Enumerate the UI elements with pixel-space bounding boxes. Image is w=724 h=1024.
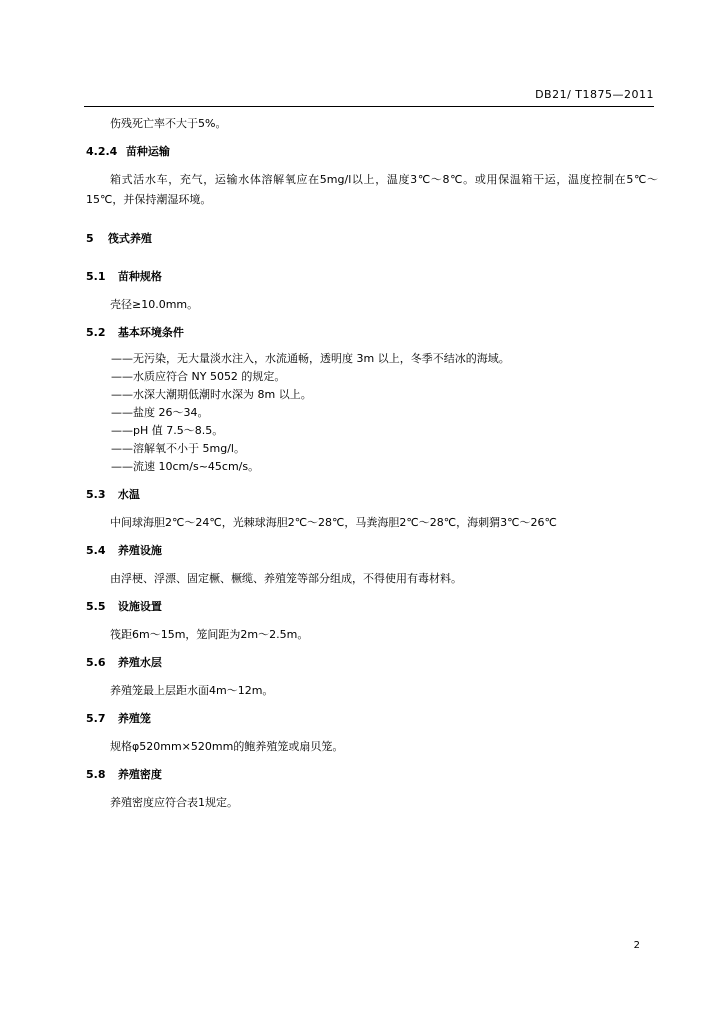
section-title: 苗种规格 (117, 270, 162, 283)
section-heading-5-4 (86, 542, 658, 560)
document-body (86, 115, 658, 812)
list-item: ——流速 10cm/s~45cm/s。 (111, 460, 260, 473)
section-number: 5.2 (86, 326, 106, 339)
list-item: ——无污染，无大量淡水注入，水流通畅，透明度 3m 以上，冬季不结冰的海域。 (111, 352, 510, 365)
section-number: 5.7 (86, 712, 106, 725)
section-heading-5-2 (86, 324, 658, 342)
section-number: 5.4 (86, 544, 106, 557)
section-heading-5-3 (86, 486, 658, 504)
section-title: 筏式养殖 (107, 232, 152, 245)
section-text-5-8: 养殖密度应符合表1规定。 (110, 796, 238, 809)
list-item: ——盐度 26～34。 (111, 406, 209, 419)
section-heading-5 (86, 230, 658, 248)
list-item: ——水深大潮期低潮时水深为 8m 以上。 (111, 388, 312, 401)
section-number: 5.6 (86, 656, 106, 669)
section-text-4-2-4: 箱式活水车，充气，运输水体溶解氧应在5mg/l以上，温度3℃～8℃。或用保温箱干运，温度控制在5℃～15℃，并保持潮湿环境。 (86, 173, 658, 206)
section-heading-5-5 (86, 598, 658, 616)
section-title: 基本环境条件 (117, 326, 184, 339)
section-number: 5.3 (86, 488, 106, 501)
section-number: 5.5 (86, 600, 106, 613)
section-title: 设施设置 (117, 600, 162, 613)
section-number: 5.8 (86, 768, 106, 781)
section-heading-5-8 (86, 766, 658, 784)
continuation-text: 伤残死亡率不大于5%。 (110, 117, 227, 130)
list-item: ——pH 值 7.5～8.5。 (111, 424, 224, 437)
environment-conditions-list (86, 350, 658, 476)
section-heading-5-1 (86, 268, 658, 286)
section-number: 5 (86, 232, 94, 245)
section-heading-4-2-4 (86, 143, 658, 161)
standard-code: DB21/ T1875—2011 (535, 88, 654, 101)
section-title: 苗种运输 (125, 145, 170, 158)
section-heading-5-6 (86, 654, 658, 672)
section-title: 养殖设施 (117, 544, 162, 557)
section-text-5-4: 由浮梗、浮漂、固定橛、橛缆、养殖笼等部分组成，不得使用有毒材料。 (110, 572, 462, 585)
section-title: 水温 (117, 488, 140, 501)
section-title: 养殖密度 (117, 768, 162, 781)
section-text-5-7: 规格φ520mm×520mm的鲍养殖笼或扇贝笼。 (110, 740, 344, 753)
section-text-5-3: 中间球海胆2℃～24℃，光棘球海胆2℃～28℃，马粪海胆2℃～28℃，海刺猬3℃～26℃ (110, 516, 557, 529)
section-text-5-6: 养殖笼最上层距水面4m～12m。 (110, 684, 274, 697)
section-number: 5.1 (86, 270, 106, 283)
section-text-5-5: 筏距6m～15m，笼间距为2m～2.5m。 (110, 628, 309, 641)
section-number: 4.2.4 (86, 145, 118, 158)
list-item: ——水质应符合 NY 5052 的规定。 (111, 370, 286, 383)
section-title: 养殖笼 (117, 712, 151, 725)
list-item: ——溶解氧不小于 5mg/l。 (111, 442, 245, 455)
header-rule (84, 106, 654, 107)
section-text-5-1: 壳径≥10.0mm。 (110, 298, 199, 311)
page-number: 2 (633, 940, 640, 951)
section-title: 养殖水层 (117, 656, 162, 669)
section-heading-5-7 (86, 710, 658, 728)
